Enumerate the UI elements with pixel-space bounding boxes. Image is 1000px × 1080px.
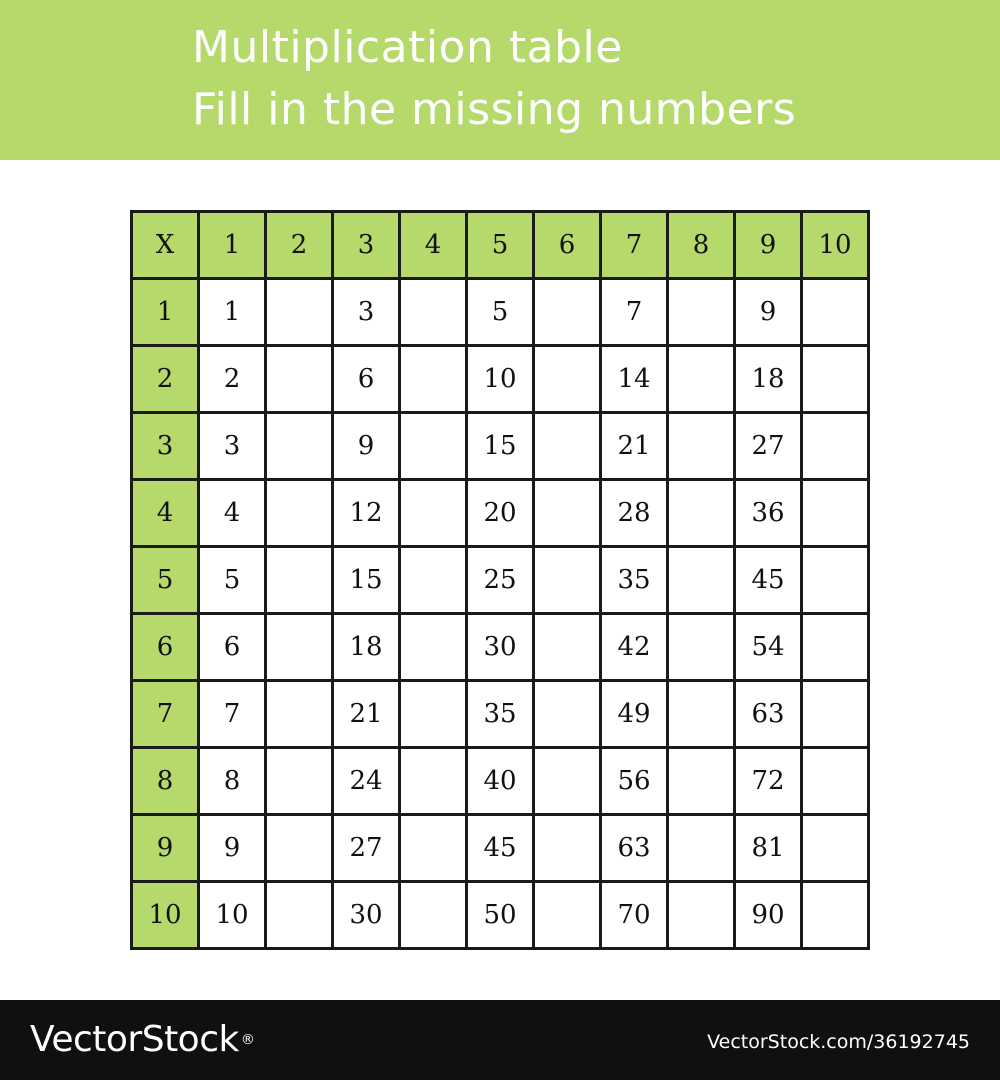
table-cell[interactable] [669, 682, 733, 746]
table-cell[interactable]: 49 [602, 682, 666, 746]
page-subtitle: Fill in the missing numbers [192, 84, 797, 135]
table-cell[interactable] [669, 280, 733, 344]
table-cell[interactable] [803, 615, 867, 679]
table-cell[interactable]: 30 [468, 615, 532, 679]
column-header: 1 [200, 213, 264, 277]
table-cell[interactable] [669, 481, 733, 545]
table-cell[interactable] [535, 749, 599, 813]
column-header: 6 [535, 213, 599, 277]
table-cell[interactable] [669, 548, 733, 612]
table-cell[interactable]: 7 [602, 280, 666, 344]
table-cell[interactable]: 27 [334, 816, 398, 880]
table-cell[interactable] [401, 615, 465, 679]
stock-image-id: VectorStock.com/36192745 [707, 1031, 970, 1053]
table-cell[interactable] [669, 749, 733, 813]
row-header: 1 [133, 280, 197, 344]
table-cell[interactable]: 5 [200, 548, 264, 612]
table-cell[interactable] [401, 883, 465, 947]
column-header: 9 [736, 213, 800, 277]
table-cell[interactable] [669, 615, 733, 679]
table-cell[interactable] [535, 548, 599, 612]
table-cell[interactable]: 20 [468, 481, 532, 545]
table-cell[interactable] [401, 347, 465, 411]
table-cell[interactable] [401, 749, 465, 813]
table-cell[interactable] [803, 481, 867, 545]
table-cell[interactable]: 63 [602, 816, 666, 880]
table-cell[interactable]: 7 [200, 682, 264, 746]
table-cell[interactable]: 12 [334, 481, 398, 545]
column-header: 2 [267, 213, 331, 277]
table-cell[interactable] [535, 682, 599, 746]
table-cell[interactable]: 54 [736, 615, 800, 679]
table-cell[interactable]: 45 [468, 816, 532, 880]
table-cell[interactable]: 10 [468, 347, 532, 411]
table-cell[interactable]: 63 [736, 682, 800, 746]
table-cell[interactable] [267, 883, 331, 947]
table-cell[interactable]: 14 [602, 347, 666, 411]
table-cell[interactable]: 30 [334, 883, 398, 947]
table-cell[interactable]: 90 [736, 883, 800, 947]
table-cell[interactable]: 56 [602, 749, 666, 813]
table-cell[interactable]: 21 [334, 682, 398, 746]
table-cell[interactable]: 1 [200, 280, 264, 344]
table-cell[interactable] [803, 347, 867, 411]
table-cell[interactable]: 72 [736, 749, 800, 813]
table-cell[interactable]: 50 [468, 883, 532, 947]
multiplication-table [130, 210, 870, 950]
table-cell[interactable]: 40 [468, 749, 532, 813]
table-cell[interactable] [267, 816, 331, 880]
table-cell[interactable]: 21 [602, 414, 666, 478]
table-cell[interactable] [803, 749, 867, 813]
table-cell[interactable]: 9 [200, 816, 264, 880]
row-header: 2 [133, 347, 197, 411]
registered-mark: ® [240, 1032, 255, 1048]
table-cell[interactable] [669, 816, 733, 880]
vectorstock-logo [30, 1016, 254, 1064]
table-cell[interactable]: 42 [602, 615, 666, 679]
page-title: Multiplication table [192, 22, 623, 73]
table-cell[interactable]: 8 [200, 749, 264, 813]
table-cell[interactable] [803, 414, 867, 478]
table-cell[interactable] [401, 682, 465, 746]
table-cell[interactable]: 3 [334, 280, 398, 344]
table-cell[interactable]: 3 [200, 414, 264, 478]
table-cell[interactable] [535, 481, 599, 545]
row-header: 6 [133, 615, 197, 679]
table-cell[interactable]: 6 [334, 347, 398, 411]
header-banner [0, 0, 1000, 160]
table-cell[interactable] [267, 682, 331, 746]
column-header: 10 [803, 213, 867, 277]
table-cell[interactable] [267, 481, 331, 545]
column-header: 5 [468, 213, 532, 277]
table-cell[interactable]: 15 [334, 548, 398, 612]
table-cell[interactable]: 45 [736, 548, 800, 612]
table-cell[interactable] [669, 414, 733, 478]
row-header: 10 [133, 883, 197, 947]
table-cell[interactable]: 81 [736, 816, 800, 880]
table-cell[interactable]: 6 [200, 615, 264, 679]
column-header: 7 [602, 213, 666, 277]
table-cell[interactable]: 27 [736, 414, 800, 478]
table-cell[interactable] [267, 749, 331, 813]
table-cell[interactable]: 9 [334, 414, 398, 478]
table-cell[interactable] [401, 414, 465, 478]
table-cell[interactable] [535, 816, 599, 880]
table-cell[interactable] [535, 615, 599, 679]
table-cell[interactable]: 10 [200, 883, 264, 947]
table-cell[interactable] [401, 816, 465, 880]
table-cell[interactable]: 18 [334, 615, 398, 679]
table-cell[interactable] [401, 481, 465, 545]
row-header: 5 [133, 548, 197, 612]
column-header: 3 [334, 213, 398, 277]
table-cell[interactable]: 35 [468, 682, 532, 746]
table-cell[interactable] [803, 548, 867, 612]
table-cell[interactable]: 4 [200, 481, 264, 545]
table-cell[interactable] [803, 816, 867, 880]
table-cell[interactable]: 9 [736, 280, 800, 344]
table-cell[interactable] [267, 347, 331, 411]
row-header: 9 [133, 816, 197, 880]
table-cell[interactable] [267, 280, 331, 344]
table-cell[interactable] [669, 347, 733, 411]
table-cell[interactable] [669, 883, 733, 947]
table-cell[interactable]: 25 [468, 548, 532, 612]
table-cell[interactable]: 35 [602, 548, 666, 612]
table-cell[interactable] [535, 414, 599, 478]
row-header: 3 [133, 414, 197, 478]
table-cell[interactable]: 5 [468, 280, 532, 344]
footer-bar [0, 1000, 1000, 1080]
table-cell[interactable] [803, 280, 867, 344]
table-cell[interactable]: 36 [736, 481, 800, 545]
table-cell[interactable] [267, 548, 331, 612]
table-cell[interactable]: 24 [334, 749, 398, 813]
table-cell[interactable] [535, 280, 599, 344]
row-header: 4 [133, 481, 197, 545]
table-cell[interactable] [535, 883, 599, 947]
table-cell[interactable] [803, 883, 867, 947]
column-header: 8 [669, 213, 733, 277]
row-header: 7 [133, 682, 197, 746]
corner-cell: X [133, 213, 197, 277]
table-cell[interactable]: 2 [200, 347, 264, 411]
table-cell[interactable] [803, 682, 867, 746]
table-cell[interactable] [401, 280, 465, 344]
brand-name: VectorStock [30, 1019, 239, 1060]
table-cell[interactable] [401, 548, 465, 612]
table-cell[interactable]: 15 [468, 414, 532, 478]
table-cell[interactable]: 18 [736, 347, 800, 411]
table-cell[interactable] [267, 615, 331, 679]
table-cell[interactable] [535, 347, 599, 411]
table-cell[interactable]: 28 [602, 481, 666, 545]
row-header: 8 [133, 749, 197, 813]
table-cell[interactable] [267, 414, 331, 478]
table-cell[interactable]: 70 [602, 883, 666, 947]
column-header: 4 [401, 213, 465, 277]
